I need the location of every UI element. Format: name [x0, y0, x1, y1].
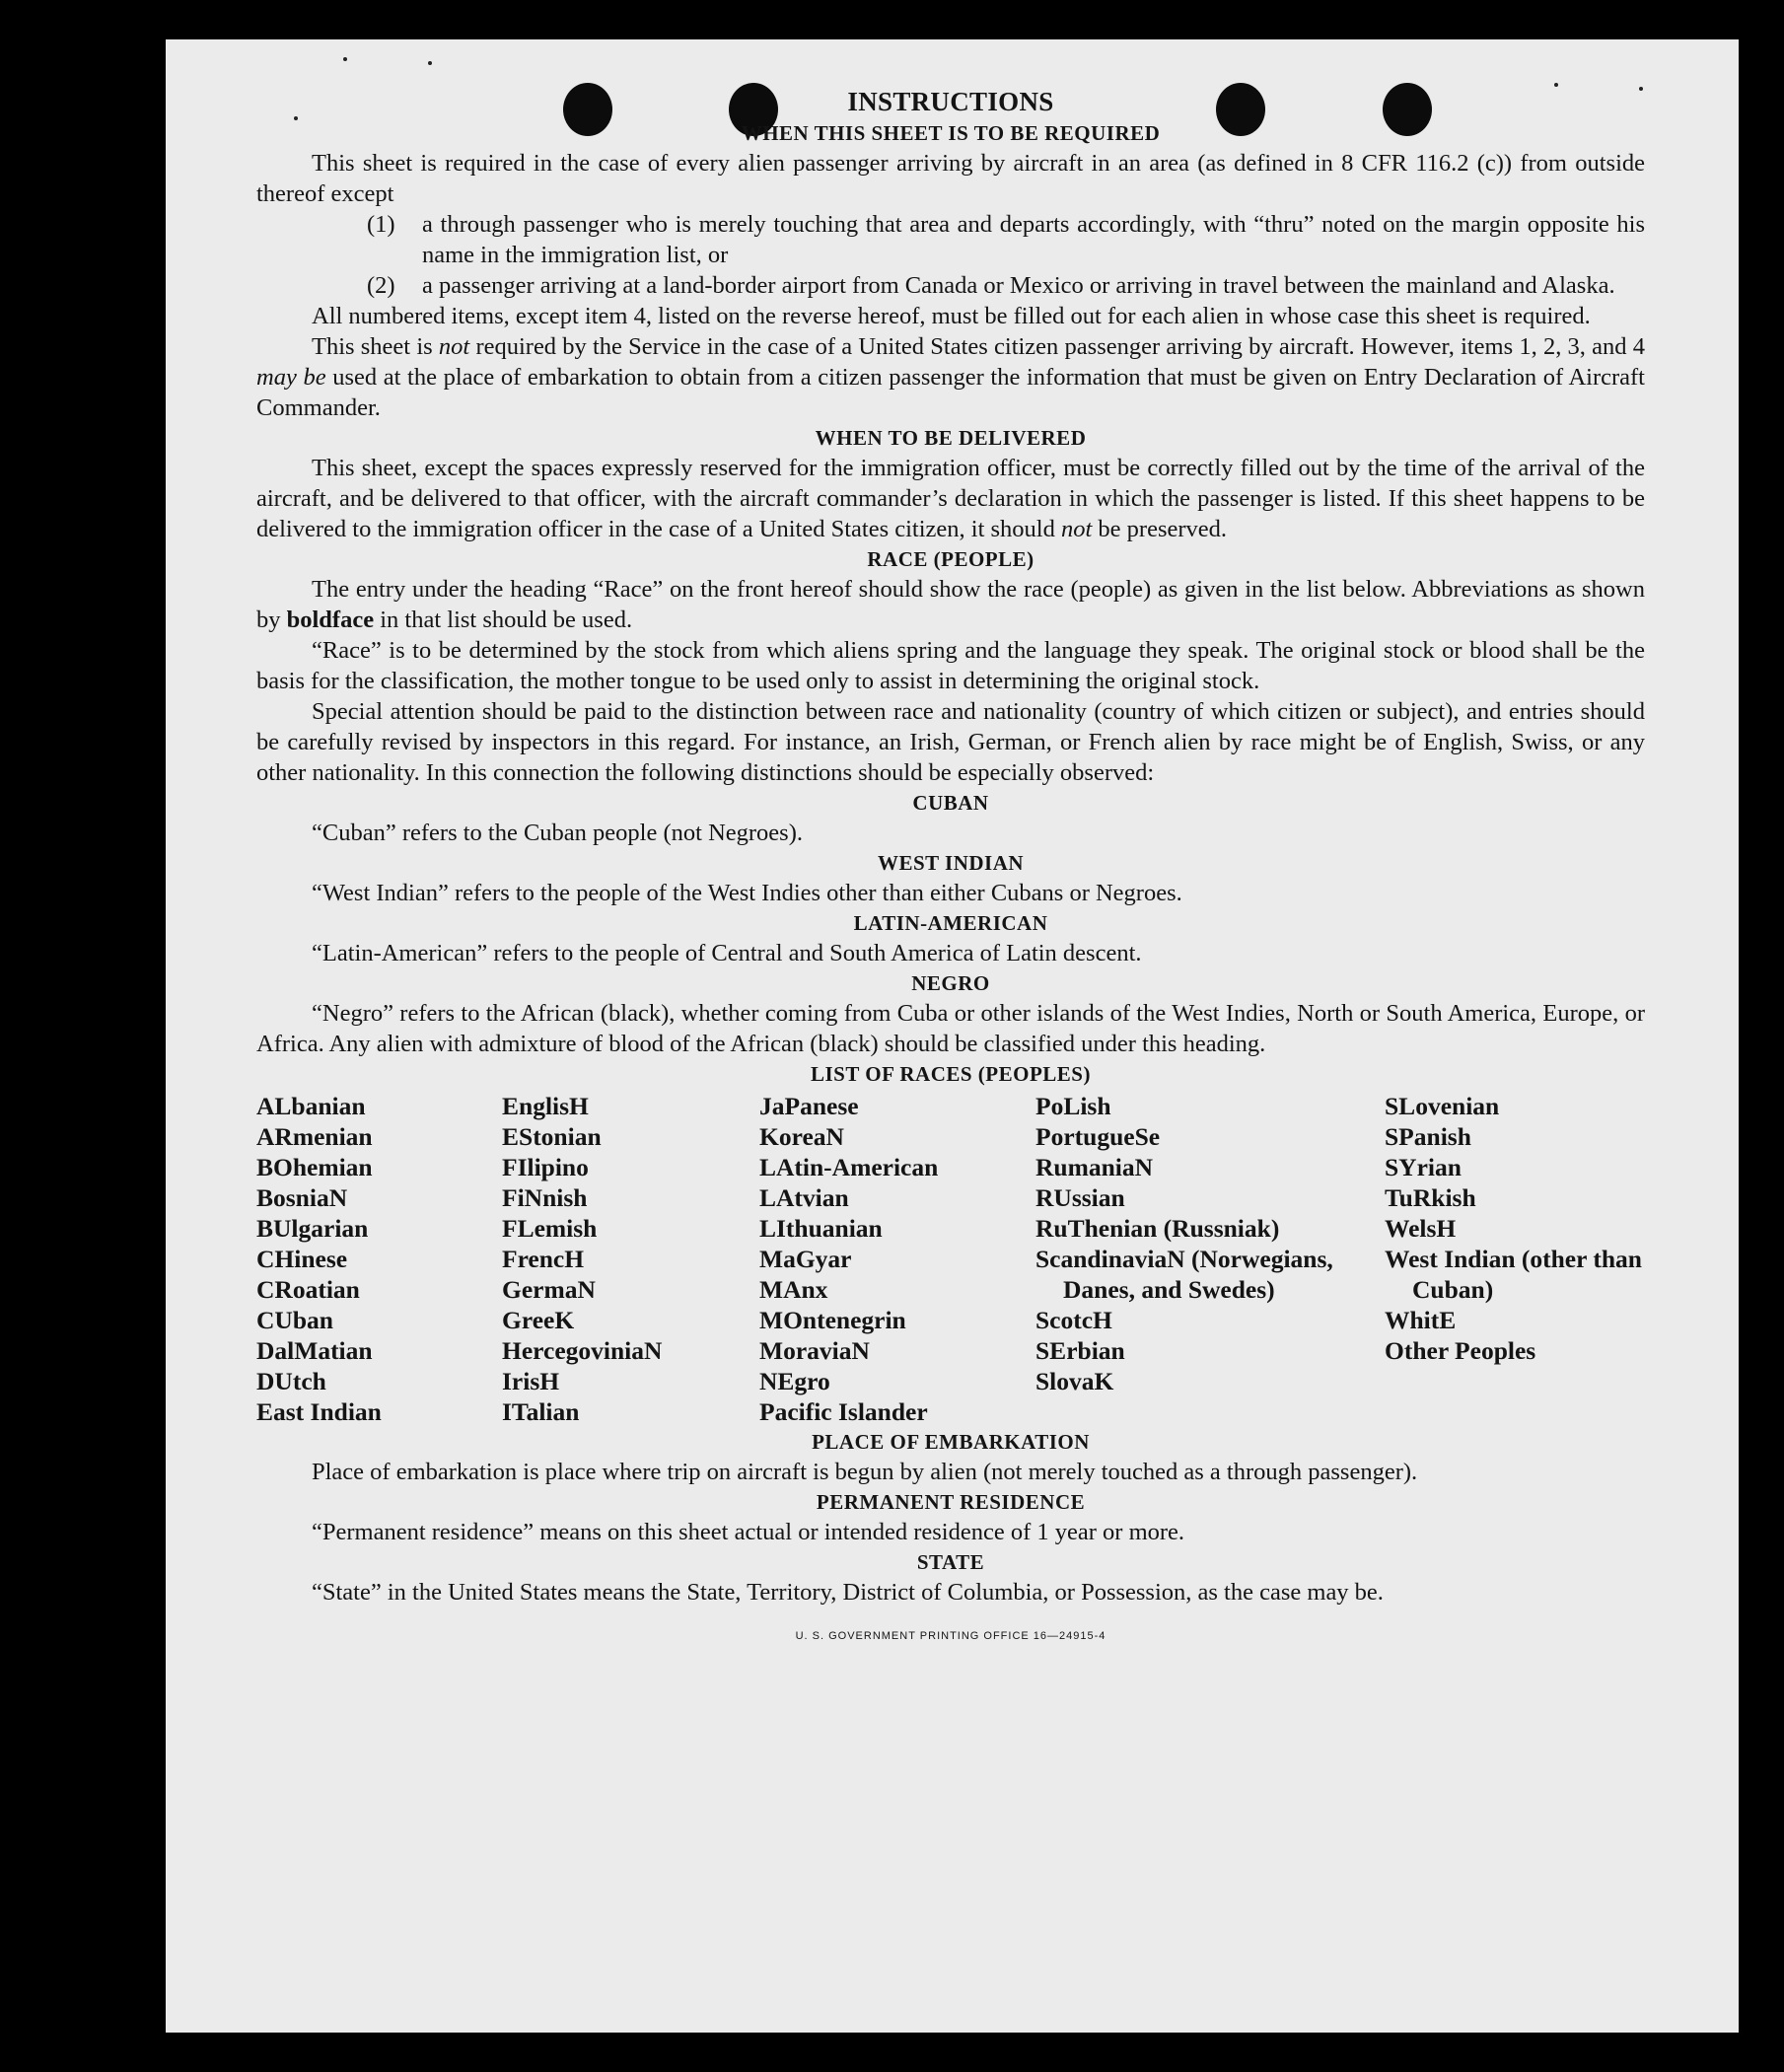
item-text: a through passenger who is merely touching that area and departs accordingly, with “thru” noted on the margin opposite his name in the immigration list, or	[422, 211, 1645, 268]
definition-text: “West Indian” refers to the people of the West Indies other than either Cubans or Negroes.	[312, 880, 1182, 906]
list-item	[367, 270, 1645, 301]
race-entry: DalMatian	[256, 1336, 373, 1365]
race-entry: RuThenian (Russniak)	[1035, 1214, 1280, 1243]
page-title: INSTRUCTIONS	[847, 87, 1054, 116]
section-heading: RACE (PEOPLE)	[867, 547, 1035, 571]
race-entry: MaGyar	[759, 1245, 852, 1273]
race-entry: MAnx	[759, 1275, 828, 1304]
race-entry: West Indian (other than Cuban)	[1385, 1245, 1642, 1304]
race-entry: IrisH	[502, 1367, 560, 1395]
race-entry: ALbanian	[256, 1092, 366, 1120]
race-entry: SErbian	[1035, 1336, 1125, 1365]
paragraph: This sheet is not required by the Service in the case of a United States citizen passenger arriving by aircraft. However, items 1, 2, 3, and 4 may be used at the place of embarkation to obtain from a citizen passenger the information that must be given on Entry Declaration of Aircraft Commander.	[256, 333, 1645, 421]
race-entry: WhitE	[1385, 1306, 1457, 1334]
paragraph: “State” in the United States means the State, Territory, District of Columbia, or Possession, as the case may be.	[312, 1579, 1384, 1606]
race-column	[759, 1091, 1035, 1427]
race-column	[256, 1091, 502, 1427]
race-entry: TuRkish	[1385, 1183, 1476, 1212]
definition-heading: NEGRO	[911, 971, 990, 995]
definition-text: “Latin-American” refers to the people of Central and South America of Latin descent.	[312, 940, 1142, 966]
race-entry: CHinese	[256, 1245, 348, 1273]
race-entry: HercegoviniaN	[502, 1336, 663, 1365]
race-entry: SPanish	[1385, 1122, 1471, 1151]
race-entry: SLovenian	[1385, 1092, 1500, 1120]
race-entry: Other Peoples	[1385, 1336, 1536, 1365]
race-entry: SlovaK	[1035, 1367, 1114, 1395]
race-entry: PoLish	[1035, 1092, 1111, 1120]
paragraph: All numbered items, except item 4, listed on the reverse hereof, must be filled out for each alien in whose case this sheet is required.	[312, 303, 1591, 329]
definition-text: “Negro” refers to the African (black), whether coming from Cuba or other islands of the West Indies, North or South America, Europe, or Africa. Any alien with admixture of blood of the African (black) should be classified under this heading.	[256, 1000, 1645, 1057]
item-number: (2)	[367, 272, 395, 299]
race-entry: BosniaN	[256, 1183, 348, 1212]
paragraph: The entry under the heading “Race” on the front hereof should show the race (people) as given in the list below. Abbreviations as shown by boldface in that list should be used.	[256, 576, 1645, 633]
race-entry: ScandinaviaN (Norwegians, Danes, and Swedes)	[1035, 1245, 1333, 1304]
race-entry: MOntenegrin	[759, 1306, 906, 1334]
race-entry: BUlgarian	[256, 1214, 369, 1243]
paragraph: Place of embarkation is place where trip on aircraft is begun by alien (not merely touched as a through passenger).	[312, 1459, 1418, 1485]
race-list-heading: LIST OF RACES (PEOPLES)	[811, 1062, 1091, 1086]
race-column	[1035, 1091, 1347, 1427]
list-item	[367, 209, 1645, 270]
race-entry: ITalian	[502, 1397, 580, 1426]
speck	[343, 57, 347, 61]
paragraph: Special attention should be paid to the distinction between race and nationality (country of which citizen or subject), and entries should be carefully revised by inspectors in this regard. For instance, an Irish, German, or French alien by race might be of English, Swiss, or any other nationality. In this connection the following distinctions should be especially observed:	[256, 698, 1645, 786]
definition-heading: LATIN-AMERICAN	[853, 911, 1048, 935]
instructions-content	[256, 85, 1645, 1652]
race-column	[1347, 1091, 1671, 1427]
item-number: (1)	[367, 211, 395, 238]
paragraph: This sheet, except the spaces expressly reserved for the immigration officer, must be correctly filled out by the time of the arrival of the aircraft, and be delivered to that officer, with the aircraft commander’s declaration in which the passenger is listed. If this sheet happens to be delivered to the immigration officer in the case of a United States citizen, it should not be preserved.	[256, 455, 1645, 542]
race-entry: LAtvian	[759, 1183, 849, 1212]
race-entry: ScotcH	[1035, 1306, 1112, 1334]
item-text: a passenger arriving at a land-border airport from Canada or Mexico or arriving in travel between the mainland and Alaska.	[422, 272, 1615, 299]
race-entry: BOhemian	[256, 1153, 373, 1181]
race-entry: FiNnish	[502, 1183, 588, 1212]
section-heading: PLACE OF EMBARKATION	[812, 1430, 1090, 1454]
race-entry: SYrian	[1385, 1153, 1462, 1181]
race-entry: East Indian	[256, 1397, 382, 1426]
printer-imprint: U. S. GOVERNMENT PRINTING OFFICE 16—24915-4	[795, 1630, 1106, 1642]
race-entry: ARmenian	[256, 1122, 373, 1151]
race-entry: CRoatian	[256, 1275, 360, 1304]
race-entry: PortugueSe	[1035, 1122, 1161, 1151]
race-entry: FrencH	[502, 1245, 585, 1273]
paragraph: “Permanent residence” means on this sheet actual or intended residence of 1 year or more.	[312, 1519, 1185, 1545]
definition-heading: CUBAN	[912, 791, 989, 815]
race-column	[502, 1091, 759, 1427]
race-entry: RumaniaN	[1035, 1153, 1154, 1181]
definition-heading: WEST INDIAN	[877, 851, 1025, 875]
section-heading: WHEN TO BE DELIVERED	[815, 426, 1087, 450]
speck	[428, 61, 432, 65]
race-entry: GreeK	[502, 1306, 575, 1334]
race-entry: LAtin-American	[759, 1153, 939, 1181]
race-entry: EStonian	[502, 1122, 602, 1151]
race-list	[256, 1091, 1645, 1427]
race-entry: RUssian	[1035, 1183, 1125, 1212]
race-entry: NEgro	[759, 1367, 830, 1395]
race-entry: GermaN	[502, 1275, 596, 1304]
section-heading: STATE	[916, 1550, 985, 1574]
document-sheet	[166, 39, 1739, 2033]
paragraph: “Race” is to be determined by the stock from which aliens spring and the language they speak. The original stock or blood shall be the basis for the classification, the mother tongue to be used only to assist in determining the original stock.	[256, 637, 1645, 694]
race-entry: FIlipino	[502, 1153, 589, 1181]
race-entry: JaPanese	[759, 1092, 859, 1120]
race-entry: EnglisH	[502, 1092, 589, 1120]
race-entry: CUban	[256, 1306, 333, 1334]
race-entry: WelsH	[1385, 1214, 1457, 1243]
race-entry: LIthuanian	[759, 1214, 883, 1243]
race-entry: DUtch	[256, 1367, 326, 1395]
section-heading: PERMANENT RESIDENCE	[816, 1490, 1086, 1514]
paragraph: This sheet is required in the case of every alien passenger arriving by aircraft in an area (as defined in 8 CFR 116.2 (c)) from outside thereof except	[256, 150, 1645, 207]
race-entry: Pacific Islander	[759, 1397, 928, 1426]
section-heading: WHEN THIS SHEET IS TO BE REQUIRED	[741, 121, 1161, 145]
race-entry: KoreaN	[759, 1122, 844, 1151]
definition-text: “Cuban” refers to the Cuban people (not Negroes).	[312, 820, 803, 846]
race-entry: FLemish	[502, 1214, 598, 1243]
race-entry: MoraviaN	[759, 1336, 870, 1365]
